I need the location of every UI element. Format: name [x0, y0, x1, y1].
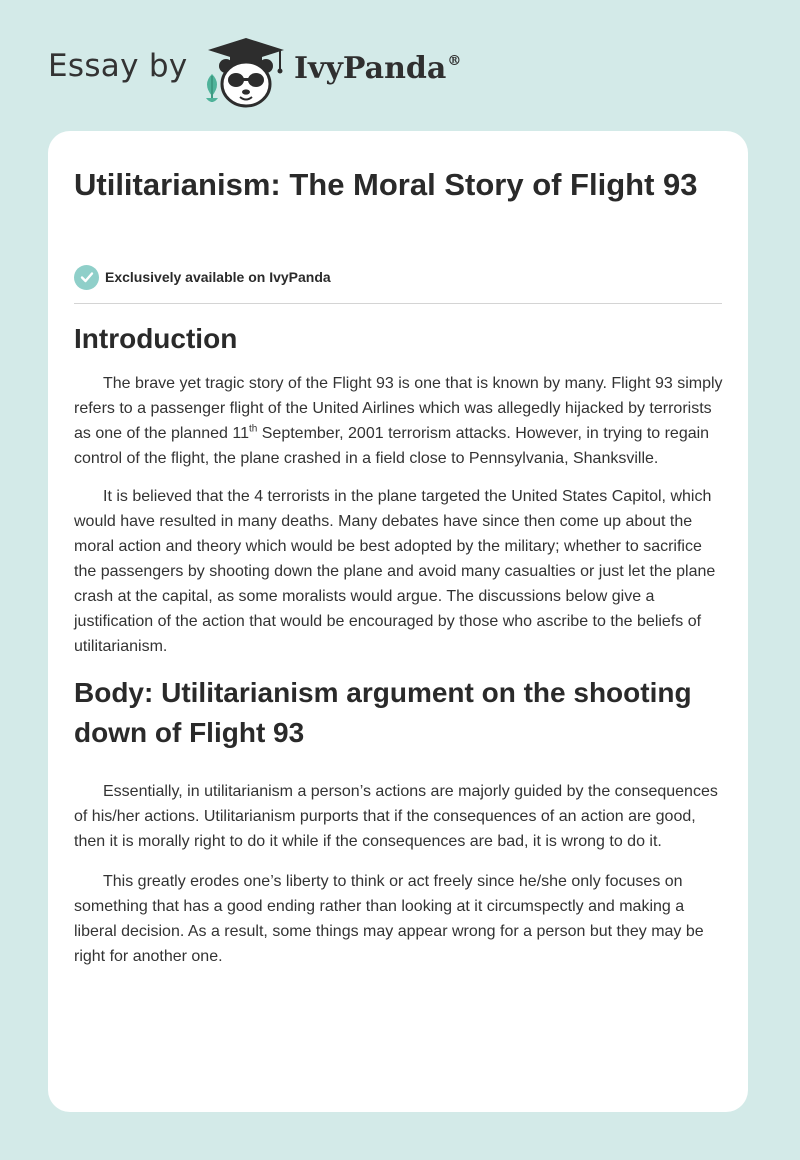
- essay-card: [48, 131, 748, 1112]
- site-header: [0, 0, 800, 130]
- exclusive-badge: [74, 264, 331, 290]
- divider: [74, 303, 722, 304]
- section-heading-introduction: Introduction: [74, 323, 238, 354]
- paragraph: It is believed that the 4 terrorists in the plane targeted the United States Capitol, which would have resulted in many deaths. Many debates have since then come up about the moral action and theory which would be best adopted by the military; whether to sacrifice the passengers by shooting down the plane and avoid many casualties or just let the plane crash at the capital, as some moralists would argue. The discussions below give a justification of the action that would be encouraged by those who ascribe to the beliefs of utilitarianism.: [74, 488, 716, 655]
- badge-label: Exclusively available on IvyPanda: [105, 269, 331, 285]
- brand-name: IvyPanda®: [294, 51, 462, 86]
- panda-logo-icon: [200, 36, 292, 110]
- essay-by-label: Essay by: [48, 48, 188, 84]
- registered-mark: ®: [447, 53, 462, 69]
- section-heading-body: Body: Utilitarianism argument on the shooting down of Flight 93: [74, 677, 692, 748]
- paragraph: The brave yet tragic story of the Flight 93 is one that is known by many. Flight 93 simply refers to a passenger flight of the United Airlines which was allegedly hijacked by terrorists as one of the planned 11th September, 2001 terrorism attacks. However, in trying to regain control of the flight, the plane crashed in a field close to Pennsylvania, Shanksville.: [74, 375, 723, 467]
- paragraph: This greatly erodes one’s liberty to think or act freely since he/she only focuses on something that has a good ending rather than looking at it circumspectly and making a liberal decision. As a result, some things may appear wrong for a person but they may be right for another one.: [74, 873, 704, 965]
- essay-title: Utilitarianism: The Moral Story of Flight 93: [74, 167, 698, 202]
- checkmark-icon: [74, 265, 99, 290]
- paragraph: Essentially, in utilitarianism a person’s actions are majorly guided by the consequences of his/her actions. Utilitarianism purports that if the consequences of an action are good, then it is morally right to do it while if the consequences are bad, it is wrong to do it.: [74, 783, 718, 850]
- essay-content: [74, 319, 724, 969]
